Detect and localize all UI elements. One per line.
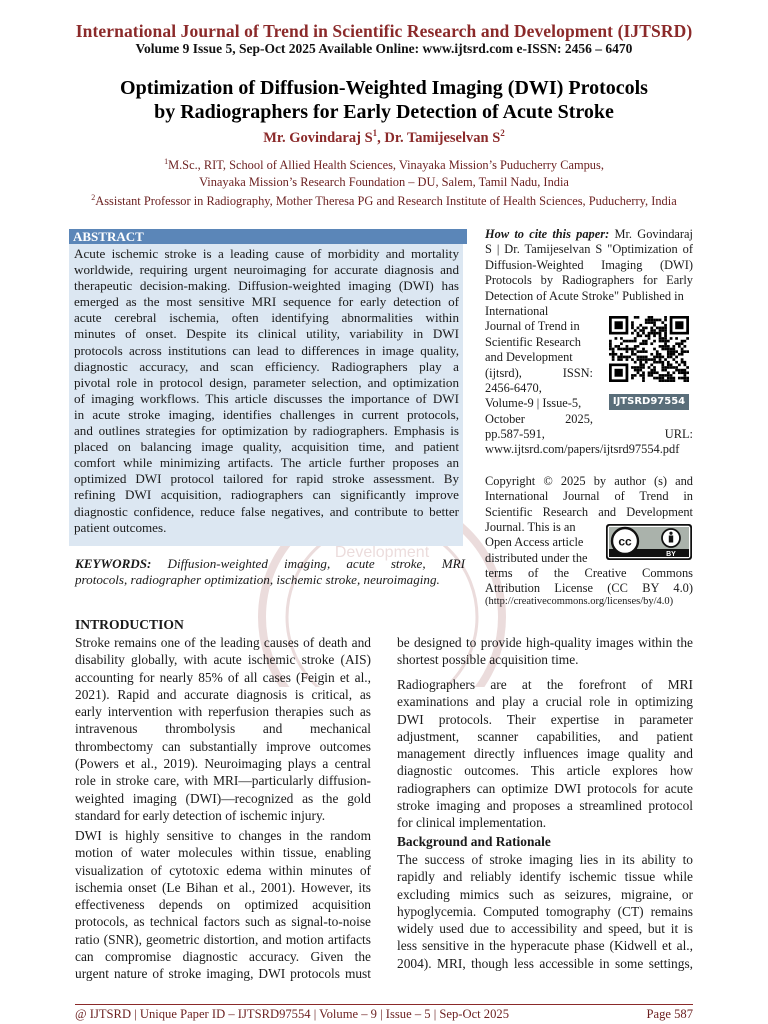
body-line: Radiographers are at the forefront of MRI bbox=[397, 677, 693, 692]
affiliation-text: Vinayaka Mission’s Research Foundation – DU, Salem, Tamil Nadu, India bbox=[199, 175, 569, 189]
keywords bbox=[75, 556, 465, 588]
body-line: thrombectomy can substantially improve outcomes bbox=[75, 738, 371, 754]
body-line: motion of water molecules within tissue, enabling bbox=[75, 845, 371, 861]
body-line: standard for early detection of ischemic injury. bbox=[75, 807, 326, 823]
author-affiliation-mark: 2 bbox=[500, 128, 505, 138]
affiliation bbox=[0, 193, 768, 209]
body-line: widely used due to accessibility and speed, but it is bbox=[397, 921, 693, 937]
abstract-line: emerged as the most sensitive MRI sequence for early detection of bbox=[74, 294, 459, 310]
body-line: 2021). Rapid and accurate diagnosis is critical, as bbox=[75, 686, 371, 702]
citation-block-narrow bbox=[485, 304, 593, 427]
author-affiliation-mark: 1 bbox=[372, 128, 378, 138]
author-list bbox=[0, 128, 768, 147]
body-line: The success of stroke imaging lies in its ability to bbox=[397, 852, 693, 867]
copyright-line: terms of the Creative Commons bbox=[485, 566, 693, 580]
citation-line: (ijtsrd), ISSN: bbox=[485, 365, 593, 380]
journal-volume-line: Volume 9 Issue 5, Sep-Oct 2025 Available Online: www.ijtsrd.com e-ISSN: 2456 – 6470 bbox=[135, 41, 633, 56]
cc-badge-by-text: BY bbox=[666, 551, 676, 558]
citation-line: 2456-6470, bbox=[485, 380, 542, 395]
keywords-label: KEYWORDS: bbox=[75, 556, 152, 571]
copyright-line: distributed under the bbox=[485, 550, 588, 565]
abstract-line: diagnostic accuracy, and scan efficiency. Radiographers play a bbox=[74, 358, 459, 374]
affiliation-mark: 2 bbox=[91, 193, 96, 202]
body-line: DWI is highly sensitive to changes in the random bbox=[75, 828, 371, 843]
abstract-line: protocols across institutions can lead to differences in image quality, bbox=[74, 342, 459, 358]
body-line: ratio (SNR), geometric distortion, and motion artifacts bbox=[75, 931, 371, 947]
copyright-line: Open Access article bbox=[485, 535, 584, 550]
paper-title-line: Optimization of Diffusion-Weighted Imaging (DWI) Protocols bbox=[120, 77, 648, 99]
footer-info: @ IJTSRD | Unique Paper ID – IJTSRD97554 | Volume – 9 | Issue – 5 | Sep-Oct 2025 bbox=[75, 1007, 509, 1021]
body-line: stroke imaging and proposes a streamlined protocol bbox=[397, 798, 693, 814]
abstract-line: placed on balancing image quality, acquisition time, and patient bbox=[74, 439, 459, 455]
citation-line: October 2025, bbox=[485, 411, 593, 426]
body-line: Stroke remains one of the leading causes of death and bbox=[75, 635, 371, 650]
abstract-line: patient outcomes. bbox=[74, 519, 167, 535]
cc-by-license-icon[interactable] bbox=[606, 524, 692, 560]
citation-line: and Development bbox=[485, 350, 573, 365]
body-line: management directly influences image quality and bbox=[397, 746, 693, 762]
citation-line: Volume-9 | Issue-5, bbox=[485, 396, 582, 411]
abstract-body bbox=[69, 244, 463, 546]
abstract-line: diagnostic confidence, reduce false negatives, and contribute to better bbox=[74, 503, 459, 519]
citation-line: pp.587-591, URL: bbox=[485, 427, 693, 441]
author-name: Dr. Tamijeselvan S bbox=[384, 129, 501, 146]
copyright-line: Attribution License (CC BY 4.0) bbox=[485, 581, 693, 596]
body-line: can compromise diagnostic accuracy. Given the bbox=[75, 949, 371, 965]
abstract-line: in acute stroke imaging, identifies challenges in current protocols, bbox=[74, 406, 459, 422]
body-line: rapidly and reliably identify ischemic tissue while bbox=[397, 869, 693, 885]
body-line: intravenous thrombolysis and mechanical bbox=[75, 721, 371, 737]
body-line: hypoglycemia. Computed tomography (CT) remains bbox=[397, 903, 693, 919]
body-line: diagnostic outcomes. This article explores how bbox=[397, 763, 693, 779]
citation-block-tail bbox=[485, 427, 693, 458]
body-line: disability globally, with acute ischemic stroke (AIS) bbox=[75, 652, 371, 668]
affiliation-mark: 1 bbox=[164, 157, 169, 166]
body-line: protocols, as technical factors such as signal-to-noise bbox=[75, 914, 371, 930]
citation-line: Journal of Trend in bbox=[485, 319, 580, 334]
abstract-line: minutes of onset. Despite its clinical utility, variability in DWI bbox=[74, 326, 459, 342]
body-line: urgent nature of stroke imaging, DWI protocols must bbox=[75, 966, 371, 982]
copyright-block bbox=[485, 474, 693, 520]
abstract-line: pivotal role in protocol design, parameter selection, and optimization bbox=[74, 374, 459, 390]
qr-code-icon bbox=[609, 316, 689, 382]
keywords-line bbox=[75, 556, 465, 572]
citation-line: Detection of Acute Stroke" Published in bbox=[485, 288, 684, 303]
body-line: effectiveness depends on optimized acquisition bbox=[75, 897, 371, 913]
body-line: for clinical implementation. bbox=[397, 815, 547, 831]
affiliation bbox=[0, 157, 768, 173]
affiliation-text: Assistant Professor in Radiography, Mother Theresa PG and Research Institute of Health Sciences, Puducherry, India bbox=[95, 194, 677, 209]
abstract-line: Acute ischemic stroke is a leading cause of morbidity and mortality bbox=[74, 246, 459, 261]
copyright-line: Journal. This is an bbox=[485, 520, 576, 534]
body-line: examinations and play a crucial role in optimizing bbox=[397, 694, 693, 710]
body-paragraph bbox=[397, 676, 693, 832]
abstract-line: comfort while minimizing artifacts. The article further proposes an bbox=[74, 455, 459, 471]
copyright-block-narrow bbox=[485, 520, 593, 566]
body-paragraph bbox=[75, 827, 371, 983]
journal-title: International Journal of Trend in Scientific Research and Development (IJTSRD) bbox=[75, 21, 693, 41]
abstract-line: refining DWI acquisition, radiographers can significantly improve bbox=[74, 487, 459, 503]
body-line: 2004). MRI, though less accessible in some settings, bbox=[397, 955, 693, 971]
abstract-line: optimized DWI protocol tailored for rapid stroke assessment. By bbox=[74, 471, 459, 487]
keywords-line: protocols, radiographer optimization, ischemic stroke, neuroimaging. bbox=[75, 572, 440, 588]
citation-url[interactable]: www.ijtsrd.com/papers/ijtsrd97554.pdf bbox=[485, 442, 680, 457]
author-separator: , bbox=[377, 129, 385, 146]
abstract-line: worldwide, requiring urgent neuroimaging for accurate diagnosis and bbox=[74, 262, 459, 278]
keywords-text: Diffusion-weighted imaging, acute stroke, MRI bbox=[167, 556, 465, 571]
paper-title bbox=[0, 76, 768, 124]
citation-block bbox=[485, 227, 693, 304]
affiliation bbox=[0, 175, 768, 190]
copyright-line: Scientific Research and Development bbox=[485, 504, 693, 519]
citation-line: Protocols by Radiographers for Early bbox=[485, 273, 693, 288]
copyright-line: International Journal of Trend in bbox=[485, 489, 693, 504]
body-line: role in stroke care, with MRI—particularly diffusion- bbox=[75, 773, 371, 789]
abstract-line: of imaging workflows. This article discusses the importance of DWI bbox=[74, 390, 459, 406]
author-name: Mr. Govindaraj S bbox=[263, 129, 373, 146]
body-line: visualization of cytotoxic edema within minutes of bbox=[75, 862, 371, 878]
copyright-block-tail bbox=[485, 566, 693, 597]
body-line: early intervention with reperfusion therapies such as bbox=[75, 704, 371, 720]
body-paragraph bbox=[397, 634, 693, 669]
abstract-line: and outlines strategies for optimization by radiographers. Emphasis is bbox=[74, 423, 459, 439]
body-line: radiographers can optimize DWI protocols for acute bbox=[397, 780, 693, 796]
abstract-line: acute cerebral ischemia, often identifying abnormalities within bbox=[74, 310, 459, 326]
body-line: (Powers et al., 2019). Neuroimaging plays a central bbox=[75, 756, 371, 772]
body-line: ischemia onset (Le Bihan et al., 2001). However, its bbox=[75, 879, 371, 895]
body-paragraph bbox=[397, 851, 693, 972]
cc-badge-cc-text: cc bbox=[618, 534, 632, 549]
affiliation-text: M.Sc., RIT, School of Allied Health Sciences, Vinayaka Mission’s Puducherry Campus, bbox=[168, 158, 604, 173]
license-url[interactable]: (http://creativecommons.org/licenses/by/4.0) bbox=[485, 596, 674, 607]
body-line: excluding mimics such as seizures, migraine, or bbox=[397, 886, 693, 902]
section-heading-introduction: INTRODUCTION bbox=[75, 617, 184, 632]
watermark-text: Development bbox=[334, 544, 430, 561]
body-line: weighted imaging (DWI)—recognized as the gold bbox=[75, 790, 371, 806]
abstract-heading: ABSTRACT bbox=[69, 229, 467, 244]
body-paragraph bbox=[75, 634, 371, 824]
body-line: less sensitive in the hyperacute phase (Kidwell et al., bbox=[397, 938, 693, 954]
body-line: shortest possible acquisition time. bbox=[397, 652, 579, 668]
body-line: be designed to provide high-quality images within the bbox=[397, 635, 693, 650]
body-line: accounting for nearly 85% of all cases (Feigin et al., bbox=[75, 669, 371, 685]
citation-line: Scientific Research bbox=[485, 334, 581, 349]
citation-line: International bbox=[485, 304, 549, 318]
citation-line: Diffusion-Weighted Imaging (DWI) bbox=[485, 257, 693, 272]
page-number: Page 587 bbox=[646, 1007, 693, 1021]
section-heading-background: Background and Rationale bbox=[397, 834, 551, 849]
qr-code-label: IJTSRD97554 bbox=[609, 394, 689, 410]
citation-label: How to cite this paper: bbox=[485, 227, 610, 241]
abstract-line: therapeutic decision-making. Diffusion-weighted imaging (DWI) has bbox=[74, 278, 459, 294]
body-line: DWI protocols. Their expertise in parameter bbox=[397, 711, 693, 727]
citation-line: S | Dr. Tamijeselvan S "Optimization of bbox=[485, 242, 693, 257]
paper-title-line: by Radiographers for Early Detection of Acute Stroke bbox=[154, 101, 614, 123]
body-line: adjustment, scanner capabilities, and patient bbox=[397, 728, 693, 744]
copyright-line: Copyright © 2025 by author (s) and bbox=[485, 474, 693, 488]
citation-text: Mr. Govindaraj bbox=[609, 227, 693, 241]
citation-line bbox=[485, 227, 693, 242]
